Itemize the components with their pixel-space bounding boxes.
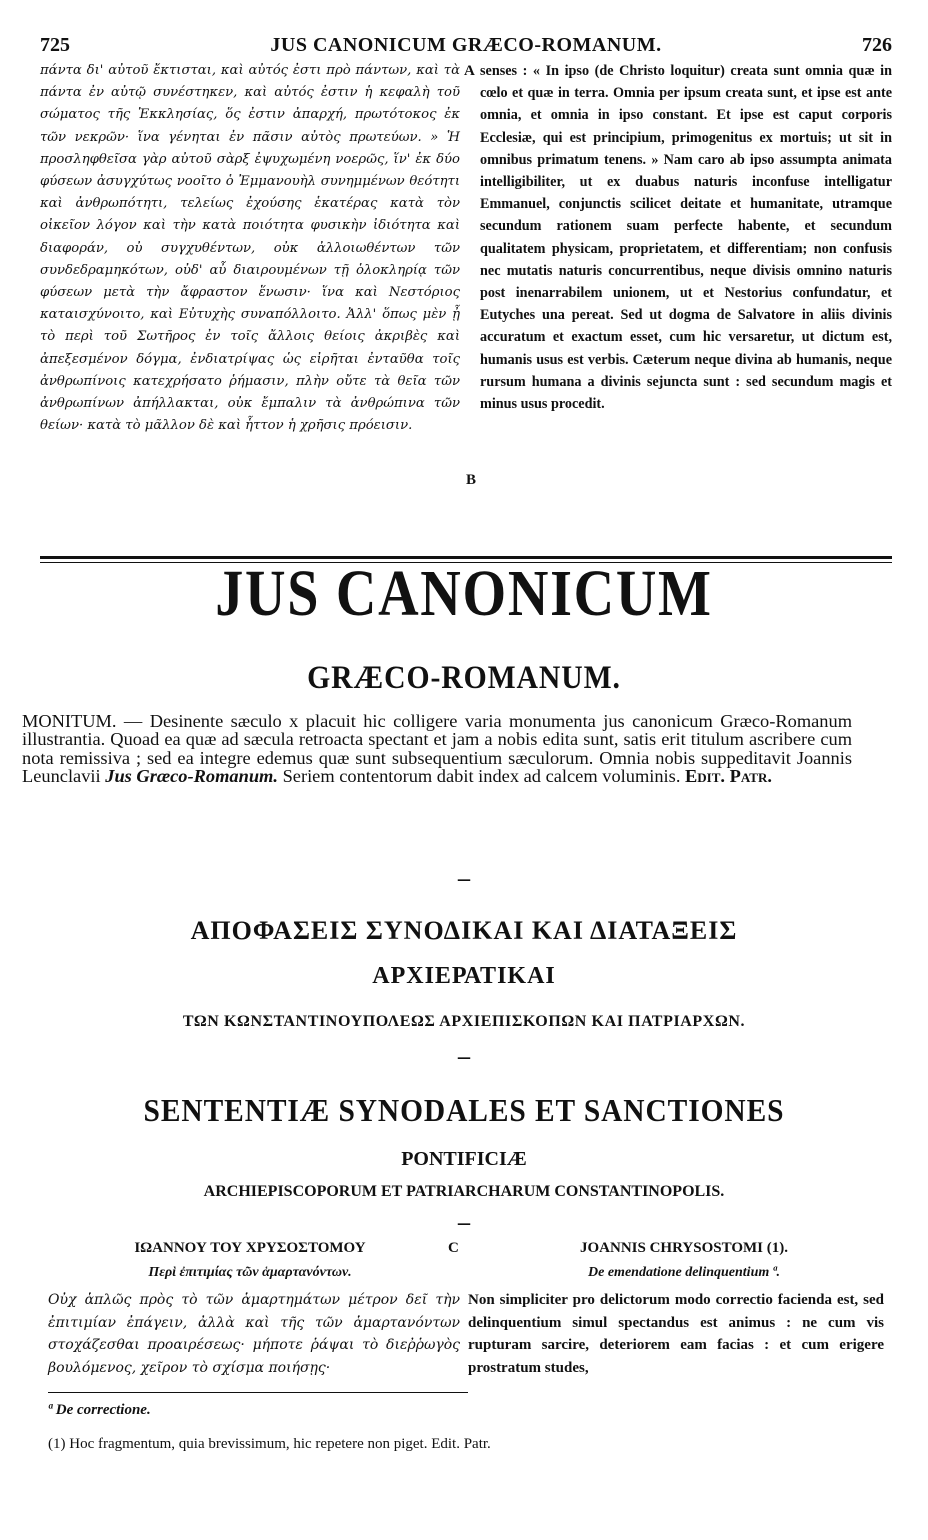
greek-section-subtitle: Περὶ ἐπιτιμίας τῶν ἁμαρτανόντων. (148, 1265, 352, 1280)
page-header (40, 30, 892, 60)
margin-marker-b: B (466, 472, 477, 488)
latin-column (480, 60, 892, 415)
greek-heading-line2: ΑΡΧΙΕΡΑΤΙΚΑΙ (372, 963, 556, 989)
latin-heading-line1: SENTENTIÆ SYNODALES ET SANCTIONES (143, 1092, 785, 1128)
margin-marker-c: C (448, 1240, 459, 1256)
main-title: JUS CANONICUM (215, 557, 713, 630)
greek-column (40, 60, 460, 437)
latin-paragraph: senses : « In ipso (de Christo loquitur) creata sunt omnia quæ in cœlo et quæ in terra. Omnia per ipsum creata sunt, et ipse est ante omnia, et omnia in ipso constant. Et ipse est caput corporis Ecclesiæ, qui est principium, primogenitus ex mortuis; ut sit in omnibus primatum tenens. » Nam caro ab ipso assumpta animata intelligibiliter, ut ex duabus naturis inconfuse intelligatur Emmanuel, conjunctis scilicet deitate et humanitate, utramque secundum rationem suam perfecte habente, et secundum qualitatem physicam, proprietatem, et differentiam; non confusis nec mutatis naturis concurrentibus, neque divisis omnino naturis post inenarrabilem unionem, ut et Nestorius confundatur, et Eutyches una pereat. Sed ut dogma de Salvatore in aliis divinis accuratum et exactum esset, cum hic versaretur, ut dictum est, humanis usus est verbis. Cæterum neque divina ab humanis, neque rursum humana a divinis sejuncta sunt : sed secundum magis et minus usus procedit. (480, 63, 892, 413)
monitum-text: MONITUM. — Desinente sæculo x placuit hic colligere varia monumenta jus canonicum Græco-Romanum illustrantia. Quoad ea quæ ad sæcula retroacta spectant et jam a nobis edita sunt, satis erit titulum ascribere cum nota remissiva ; sed ea integre edemus quæ sunt subsequentium sæculorum. Omnia nobis suppeditavit Joannis Leunclavii (22, 711, 852, 787)
greek-section-title: ΙΩΑΝΝΟΥ ΤΟΥ ΧΡΥΣΟΣΤΟΜΟΥ (134, 1240, 366, 1256)
latin-section-subtitle: De emendatione delinquentium ª. (588, 1265, 780, 1280)
main-subtitle: GRÆCO-ROMANUM. (307, 660, 621, 696)
running-title: JUS CANONICUM GRÆCO-ROMANUM. (270, 34, 662, 56)
monitum-signature: Edit. Patr. (685, 766, 772, 787)
page (40, 30, 892, 530)
latin-heading-line2: PONTIFICIÆ (401, 1148, 527, 1170)
greek-heading-line1: ΑΠΟΦΑΣΕΙΣ ΣΥΝΟΔΙΚΑΙ ΚΑΙ ΔΙΑΤΑΞΕΙΣ (190, 916, 738, 945)
separator-dash: — (457, 872, 471, 888)
top-columns (40, 60, 892, 530)
page-number-left: 725 (40, 34, 70, 56)
latin-heading-line3: ARCHIEPISCOPORUM ET PATRIARCHARUM CONSTANTINOPOLIS. (203, 1183, 725, 1200)
margin-marker-a: A (464, 63, 475, 79)
footnote-rule (48, 1392, 468, 1393)
footnote-a: ª De correctione. (48, 1402, 151, 1418)
footnote-one: (1) Hoc fragmentum, quia brevissimum, hic repetere non piget. Edit. Patr. (48, 1436, 491, 1452)
monitum-tail: Seriem contentorum dabit index ad calcem voluminis. (282, 766, 681, 787)
greek-section-body: Οὐχ ἁπλῶς πρὸς τὸ τῶν ἁμαρτημάτων μέτρον δεῖ τὴν ἐπιτιμίαν ἐπάγειν, ἀλλὰ καὶ τῆς τῶν ἁμαρτανόντων στοχάζεσθαι προαιρέσεως· μήποτε ῥάψαι τὸ διεῤῥωγὸς βουλόμενος, χεῖρον τὸ σχίσμα ποιήσῃς· (48, 1292, 460, 1376)
page-number-right: 726 (862, 34, 892, 56)
monitum-paragraph (22, 712, 852, 786)
separator-dash: — (457, 1050, 471, 1066)
latin-section-body: Non simpliciter pro delictorum modo correctio facienda est, sed delinquentium simul spectandus est animus : ne cum vis rupturam sarcire, deteriorem eam facias : et cum erigere prostratum studes, (468, 1292, 884, 1376)
greek-paragraph: πάντα δι' αὐτοῦ ἔκτισται, καὶ αὐτός ἐστι πρὸ πάντων, καὶ τὰ πάντα ἐν αὐτῷ συνέστηκεν, καὶ αὐτός ἐστιν ἡ κεφαλὴ τοῦ σώματος τῆς Ἐκκλησίας, ὅς ἐστιν ἀπαρχή, πρωτότοκος ἐκ τῶν νεκρῶν· ἵνα γένηται ἐν πᾶσιν αὐτὸς πρωτεύων. » Ἡ προσληφθεῖσα γὰρ αὐτοῦ σὰρξ ἐψυχωμένη νοερῶς, ἵν' ἐκ δύο φύσεων ἀσυγχύτως νοοῖτο ὁ Ἐμμανουὴλ συνημμένων θεότητι καὶ ἀνθρωπότητι, τελείως ἐχούσης ἑκατέρας κατὰ τὸν οἰκεῖον λόγον καὶ τὴν κατὰ ποιότητα φυσικὴν ἰδιότητα καὶ διαφοράν, οὐ συγχυθέντων, οὐκ ἀλλοιωθέντων τῶν συνδεδραμηκότων, οὐδ' αὖ διαιρουμένων τῇ ὁλοκληρίᾳ τῶν φύσεων μετὰ τὴν ἄφραστον ἕνωσιν· ἵνα καὶ Νεστόριος καταισχύνοιτο, καὶ Εὐτυχὴς συναπόλλοιτο. Ἀλλ' ὅπως μὲν ᾖ τὸ περὶ τοῦ Σωτῆρος ἐν τοῖς ἄλλοις θείοις ἀκριβὲς καὶ ἀπεξεσμένον δόγμα, ἐνδιατρίψας ὡς εἰρῆται ἐνταῦθα τοῖς ἀνθρωπίνοις κατεχρήσατο ῥήμασιν, πλὴν οὔτε τὰ θεῖα τῶν ἀνθρωπίνων ἀπήλλακται, οὐκ ἔμπαλιν τὰ ἀνθρώπινα τῶν θείων· κατὰ τὸ μᾶλλον δὲ καὶ ἧττον ἡ χρῆσις πρόεισιν. (40, 63, 460, 434)
monitum-italic-title: Jus Græco-Romanum. (105, 766, 278, 787)
latin-section-title: JOANNIS CHRYSOSTOMI (1). (580, 1240, 788, 1256)
separator-dash: — (457, 1216, 471, 1232)
greek-heading-line3: ΤΩΝ ΚΩΝΣΤΑΝΤΙΝΟΥΠΟΛΕΩΣ ΑΡΧΙΕΠΙΣΚΟΠΩΝ ΚΑΙ ΠΑΤΡΙΑΡΧΩΝ. (182, 1013, 746, 1030)
